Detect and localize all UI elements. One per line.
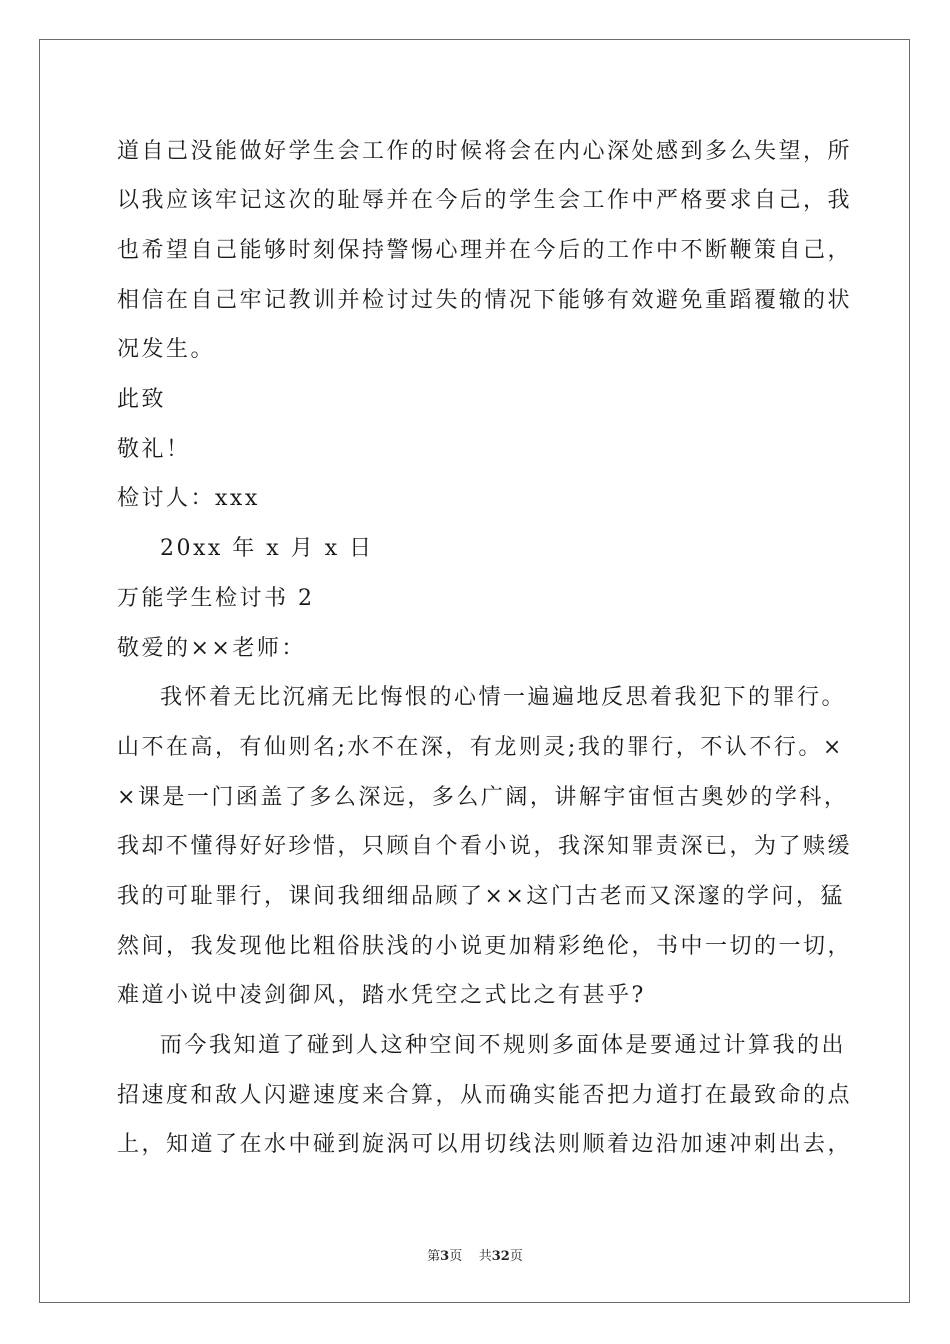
signature-line: 检讨人：xxx bbox=[117, 486, 260, 511]
text-line: 况发生。 bbox=[117, 337, 216, 362]
text-line: ×课是一门函盖了多么深远，多么广阔，讲解宇宙恒古奥妙的学科， bbox=[117, 785, 849, 810]
page-border bbox=[39, 39, 910, 1303]
text-line: 道自己没能做好学生会工作的时候将会在内心深处感到多么失望，所 bbox=[117, 139, 853, 164]
section-title: 万能学生检讨书 2 bbox=[117, 586, 315, 611]
page-footer bbox=[0, 1245, 950, 1264]
closing-regards: 敬礼！ bbox=[117, 437, 191, 462]
total-pages-number: 32 bbox=[491, 1249, 510, 1264]
text-line: 上，知道了在水中碰到旋涡可以用切线法则顺着边沿加速冲刺出去， bbox=[117, 1132, 853, 1157]
text-line: 招速度和敌人闪避速度来合算，从而确实能否把力道打在最致命的点 bbox=[117, 1083, 853, 1108]
current-page-number: 3 bbox=[440, 1249, 450, 1264]
footer-mid: 页 共 bbox=[449, 1249, 492, 1264]
text-line: 然间，我发现他比粗俗肤浅的小说更加精彩绝伦，书中一切的一切， bbox=[117, 934, 853, 959]
text-line: 我怀着无比沉痛无比悔恨的心情一遍遍地反思着我犯下的罪行。 bbox=[160, 685, 847, 710]
date-line: 20xx 年 x 月 x 日 bbox=[160, 536, 374, 561]
text-line: 相信在自己牢记教训并检讨过失的情况下能够有效避免重蹈覆辙的状 bbox=[117, 288, 853, 313]
text-line: 我的可耻罪行，课间我细细品顾了××这门古老而又深邃的学问，猛 bbox=[117, 884, 845, 909]
text-line: 也希望自己能够时刻保持警惕心理并在今后的工作中不断鞭策自己， bbox=[117, 238, 853, 263]
footer-prefix: 第 bbox=[427, 1249, 441, 1264]
text-line: 山不在高，有仙则名;水不在深，有龙则灵;我的罪行，不认不行。× bbox=[117, 735, 844, 760]
footer-suffix: 页 bbox=[509, 1249, 523, 1264]
text-line: 以我应该牢记这次的耻辱并在今后的学生会工作中严格要求自己，我 bbox=[117, 188, 853, 213]
text-line: 难道小说中凌剑御风，踏水凭空之式比之有甚乎? bbox=[117, 983, 646, 1008]
text-line: 我却不懂得好好珍惜，只顾自个看小说，我深知罪责深已，为了赎缓 bbox=[117, 834, 853, 859]
greeting: 敬爱的××老师： bbox=[117, 636, 306, 661]
text-line: 而今我知道了碰到人这种空间不规则多面体是要通过计算我的出 bbox=[160, 1033, 847, 1058]
closing-salutation: 此致 bbox=[117, 387, 167, 412]
